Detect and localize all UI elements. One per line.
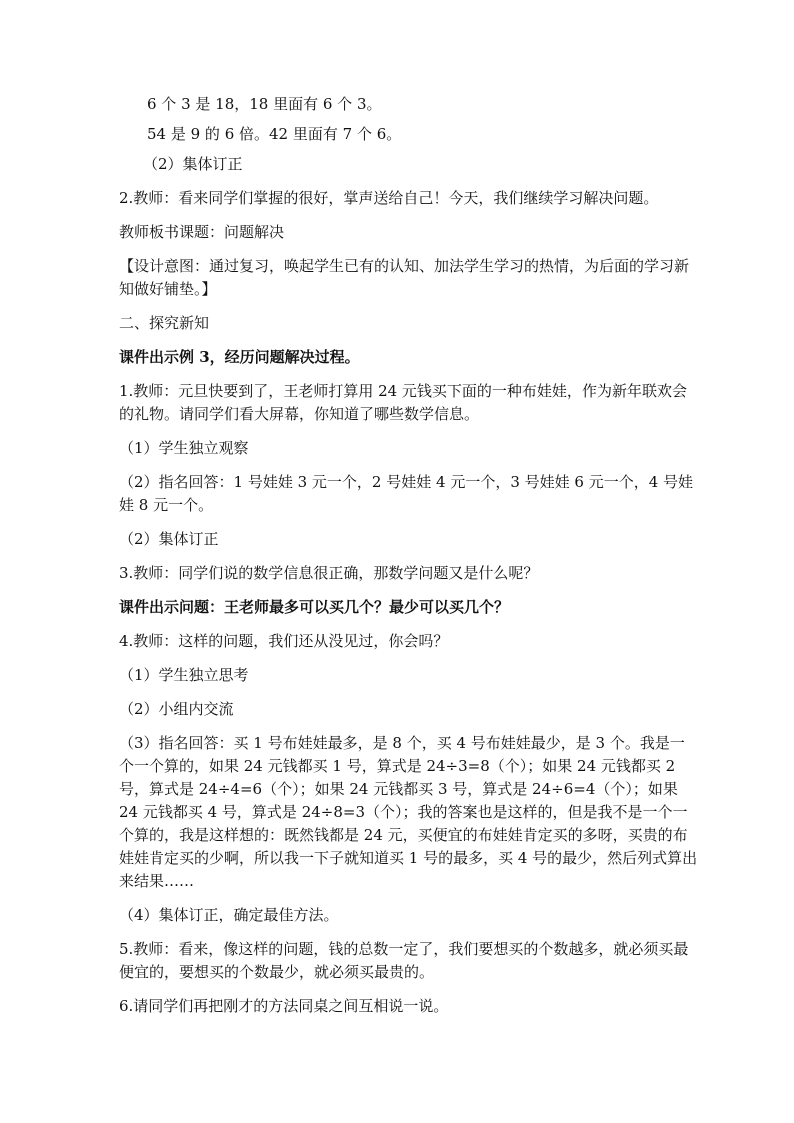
paragraph: 3.教师：同学们说的数学信息很正确，那数学问题又是什么呢？ [119,564,539,582]
bold-paragraph: 课件出示问题：王老师最多可以买几个？最少可以买几个？ [119,598,510,616]
paragraph: （2）集体订正 [143,155,243,173]
paragraph: 5.教师：看来，像这样的问题，钱的总数一定了，我们要想买的个数越多，就必须买最便宜的，要想买的个数最少，就必须买最贵的。 [119,940,689,981]
paragraph: 【设计意图：通过复习，唤起学生已有的认知、加法学生学习的热情，为后面的学习新知做好铺垫。】 [119,257,690,298]
paragraph: 54 是 9 的 6 倍。42 里面有 7 个 6。 [147,125,402,143]
bold-paragraph: 课件出示例 3，经历问题解决过程。 [119,348,360,366]
paragraph: （4）集体订正，确定最佳方法。 [119,906,339,924]
document-body [119,93,699,1018]
paragraph: （2）小组内交流 [119,700,234,718]
paragraph: 6.请同学们再把刚才的方法同桌之间互相说一说。 [119,997,449,1015]
paragraph: 4.教师：这样的问题，我们还从没见过，你会吗？ [119,632,449,650]
paragraph: 教师板书课题：问题解决 [119,223,285,241]
paragraph: （1）学生独立思考 [119,666,249,684]
paragraph: （3）指名回答：买 1 号布娃娃最多，是 8 个，买 4 号布娃娃最少，是 3 个。我是一个一个算的，如果 24 元钱都买 1 号，算式是 24÷3=8（个）；如果 24 元钱都买 2 号，算式是 24÷4=6（个）；如果 24 元钱都买 3 号，算式是 24÷6=4（个）；如果 24 元钱都买 4 号，算式是 24÷8=3（个）；我的答案也是这样的，但是我不是一个一个算的，我是这样想的：既然钱都是 24 元，买便宜的布娃娃肯定买的多呀，买贵的布娃娃肯定买的少啊，所以我一下子就知道买 1 号的最多，买 4 号的最少，然后列式算出来结果…… [119,734,698,890]
paragraph: 6 个 3 是 18，18 里面有 6 个 3。 [147,95,382,113]
paragraph: （2）集体订正 [119,530,219,548]
section-heading: 二、探究新知 [119,314,210,332]
paragraph: （2）指名回答：1 号娃娃 3 元一个，2 号娃娃 4 元一个，3 号娃娃 6 元一个，4 号娃娃 8 元一个。 [119,473,694,514]
paragraph: （1）学生独立观察 [119,439,249,457]
paragraph: 1.教师：元旦快要到了，王老师打算用 24 元钱买下面的一种布娃娃，作为新年联欢会的礼物。请同学们看大屏幕，你知道了哪些数学信息。 [119,382,687,423]
paragraph: 2.教师：看来同学们掌握的很好，掌声送给自己！今天，我们继续学习解决问题。 [119,189,659,207]
